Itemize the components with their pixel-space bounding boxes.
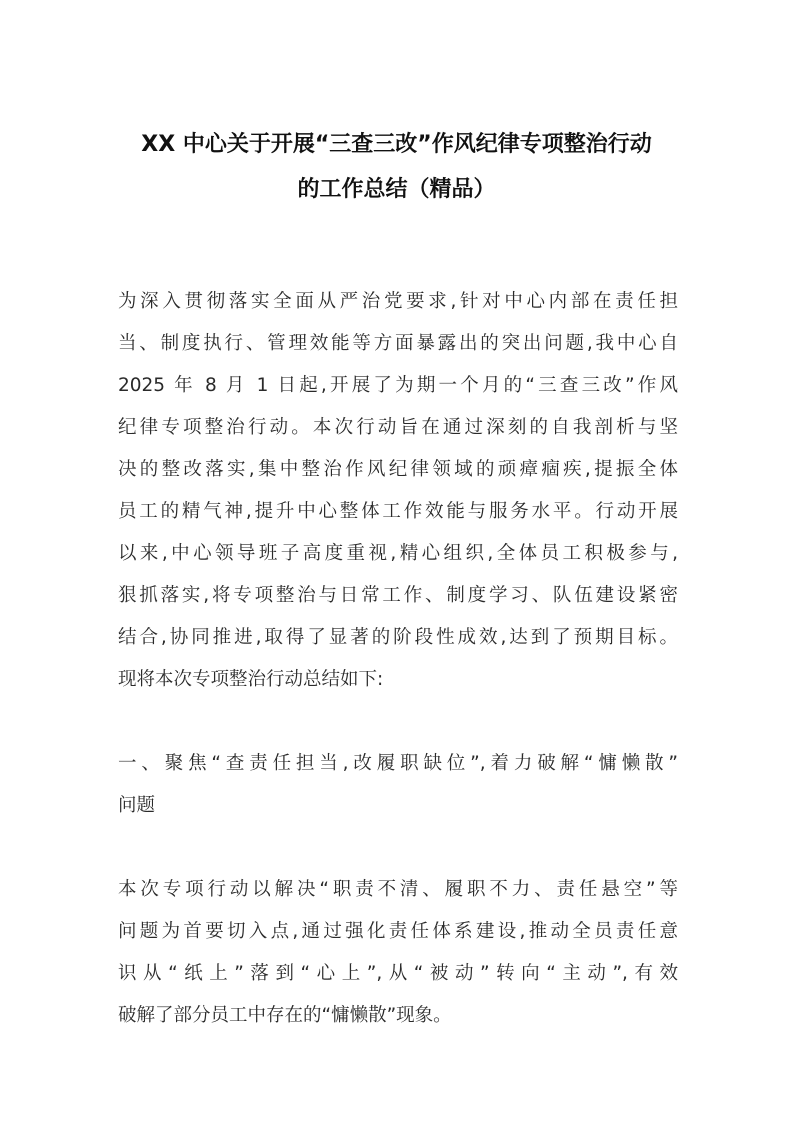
- paragraph-line: 破解了部分员工中存在的“慵懒散”现象。: [118, 1005, 452, 1026]
- document-title-line-2: 的工作总结（精品）: [297, 177, 496, 202]
- paragraph-line: 识从“纸上”落到“心上”,从“被动”转向“主动”,有效: [118, 963, 678, 984]
- paragraph-line: 决的整改落实,集中整治作风纪律领域的顽瘴痼疾,提振全体: [118, 459, 678, 480]
- heading-line: 一、聚焦“查责任担当,改履职缺位”,着力破解“慵懒散”: [118, 753, 678, 774]
- paragraph-line: 员工的精气神,提升中心整体工作效能与服务水平。行动开展: [118, 501, 678, 522]
- paragraph-line: 纪律专项整治行动。本次行动旨在通过深刻的自我剖析与坚: [118, 417, 678, 438]
- paragraph-line: 以来,中心领导班子高度重视,精心组织,全体员工积极参与,: [118, 543, 678, 564]
- paragraph-line: 结合,协同推进,取得了显著的阶段性成效,达到了预期目标。: [118, 627, 678, 648]
- paragraph-line: 问题为首要切入点,通过强化责任体系建设,推动全员责任意: [118, 921, 678, 942]
- paragraph-line: 2025 年 8 月 1 日起,开展了为期一个月的“三查三改”作风: [118, 375, 678, 396]
- document-title-line-1: XX 中心关于开展“三查三改”作风纪律专项整治行动: [141, 132, 652, 157]
- heading-line: 问题: [118, 795, 156, 816]
- paragraph-line: 当、制度执行、管理效能等方面暴露出的突出问题,我中心自: [118, 333, 678, 354]
- paragraph-line: 现将本次专项整治行动总结如下:: [118, 669, 384, 690]
- paragraph-line: 狠抓落实,将专项整治与日常工作、制度学习、队伍建设紧密: [118, 585, 678, 606]
- paragraph-line: 为深入贯彻落实全面从严治党要求,针对中心内部在责任担: [118, 291, 678, 312]
- paragraph-line: 本次专项行动以解决“职责不清、履职不力、责任悬空”等: [118, 879, 678, 900]
